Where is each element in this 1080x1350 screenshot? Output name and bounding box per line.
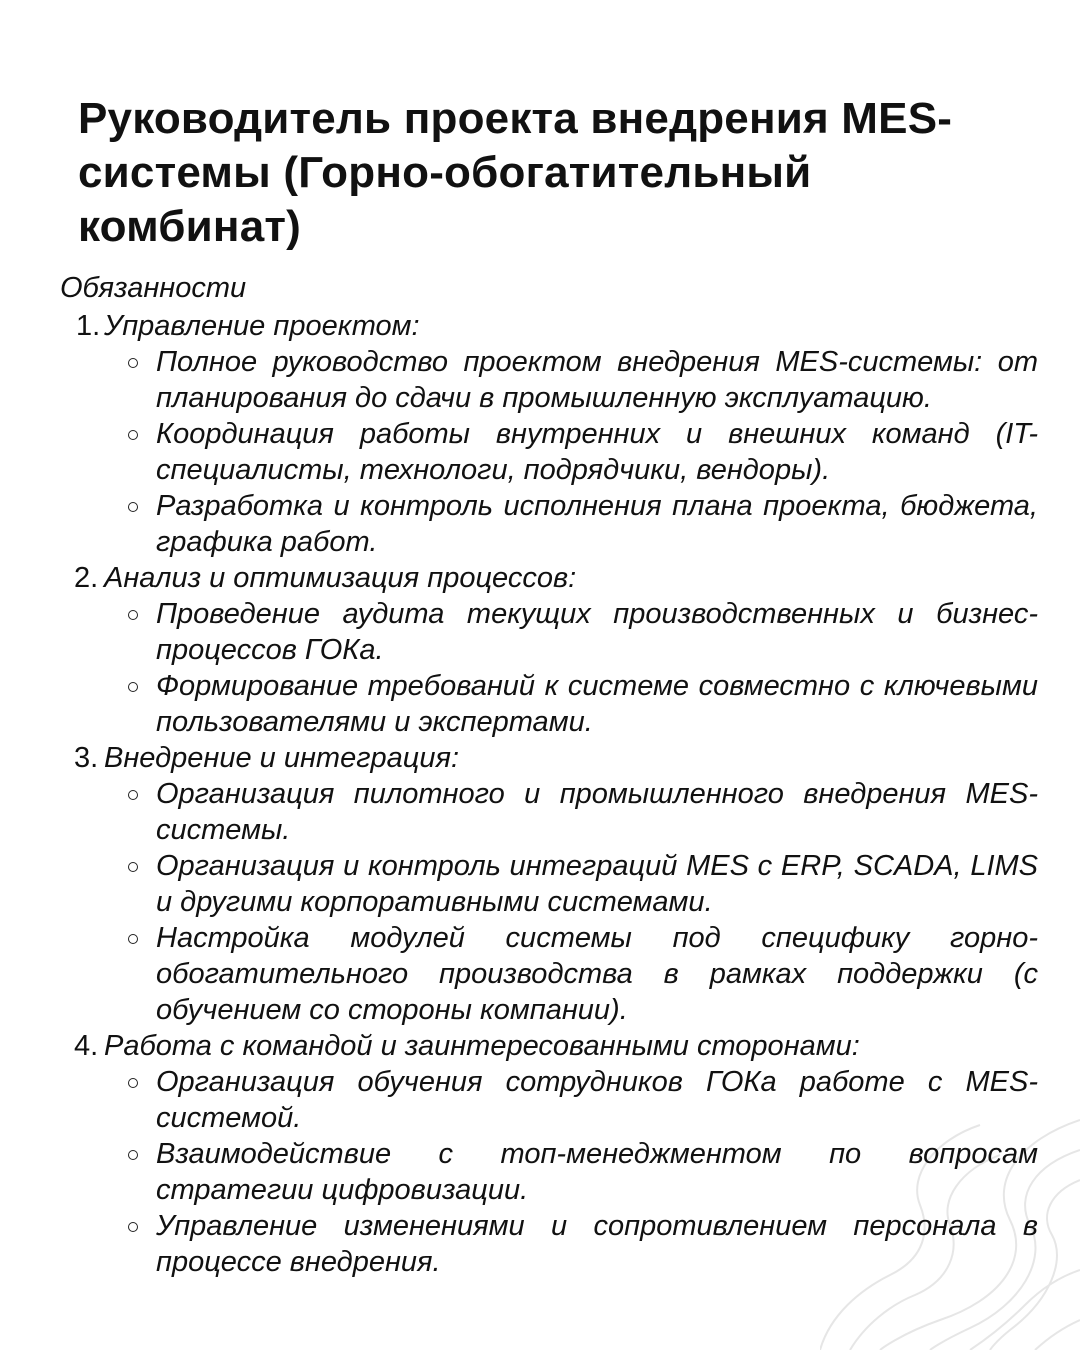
list-item-text: Управление изменениями и сопротивлением персонала в процессе внедрения. [156,1210,1038,1278]
list-item [0,848,1080,920]
list-item-text: Организация обучения сотрудников ГОКа работе с MES-системой. [156,1066,1038,1134]
bullet-circle-icon [128,790,138,800]
list-item [0,596,1080,668]
list-item-text: Взаимодействие с топ-менеджментом по вопросам стратегии цифровизации. [156,1138,1038,1206]
duty-group [0,1028,1080,1280]
group-number: 1. [76,310,101,342]
duty-group [0,560,1080,740]
duty-group [0,740,1080,1028]
group-number: 3. [74,742,99,774]
list-item [0,1208,1080,1280]
list-item-text: Формирование требований к системе совместно с ключевыми пользователями и экспертами. [156,670,1038,738]
list-item [0,668,1080,740]
list-item [0,416,1080,488]
duties-list [0,308,1080,1280]
group-heading-text: Работа с командой и заинтересованными сторонами: [104,1030,860,1062]
bullet-circle-icon [128,610,138,620]
list-item [0,488,1080,560]
group-heading-text: Управление проектом: [104,310,420,342]
list-item [0,776,1080,848]
list-item-text: Разработка и контроль исполнения плана проекта, бюджета, графика работ. [156,490,1038,558]
page-title: Руководитель проекта внедрения MES-системы (Горно-обогатительный комбинат) [78,94,953,251]
duty-group-heading [0,740,1080,776]
section-title-duties: Обязанности [60,272,247,304]
list-item [0,1064,1080,1136]
duty-group-heading [0,308,1080,344]
list-item [0,920,1080,1028]
bullet-circle-icon [128,1222,138,1232]
list-item-text: Настройка модулей системы под специфику горно-обогатительного производства в рамках поддержки (с обучением со стороны компании). [156,922,1038,1026]
bullet-circle-icon [128,502,138,512]
bullet-circle-icon [128,358,138,368]
list-item-text: Организация пилотного и промышленного внедрения MES-системы. [156,778,1038,846]
list-item [0,1136,1080,1208]
bullet-circle-icon [128,934,138,944]
bullet-circle-icon [128,1150,138,1160]
duty-group-heading [0,560,1080,596]
group-number: 2. [74,562,99,594]
bullet-circle-icon [128,682,138,692]
bullet-circle-icon [128,862,138,872]
duty-group [0,308,1080,560]
group-number: 4. [74,1030,99,1062]
list-item-text: Организация и контроль интеграций MES с ERP, SCADA, LIMS и другими корпоративными системами. [156,850,1038,918]
list-item [0,344,1080,416]
list-item-text: Полное руководство проектом внедрения MES-системы: от планирования до сдачи в промышленную эксплуатацию. [156,346,1038,414]
duty-group-heading [0,1028,1080,1064]
list-item-text: Проведение аудита текущих производственных и бизнес-процессов ГОКа. [156,598,1038,666]
group-heading-text: Анализ и оптимизация процессов: [104,562,577,594]
bullet-circle-icon [128,430,138,440]
list-item-text: Координация работы внутренних и внешних команд (IT-специалисты, технологи, подрядчики, вендоры). [156,418,1038,486]
group-heading-text: Внедрение и интеграция: [104,742,460,774]
bullet-circle-icon [128,1078,138,1088]
